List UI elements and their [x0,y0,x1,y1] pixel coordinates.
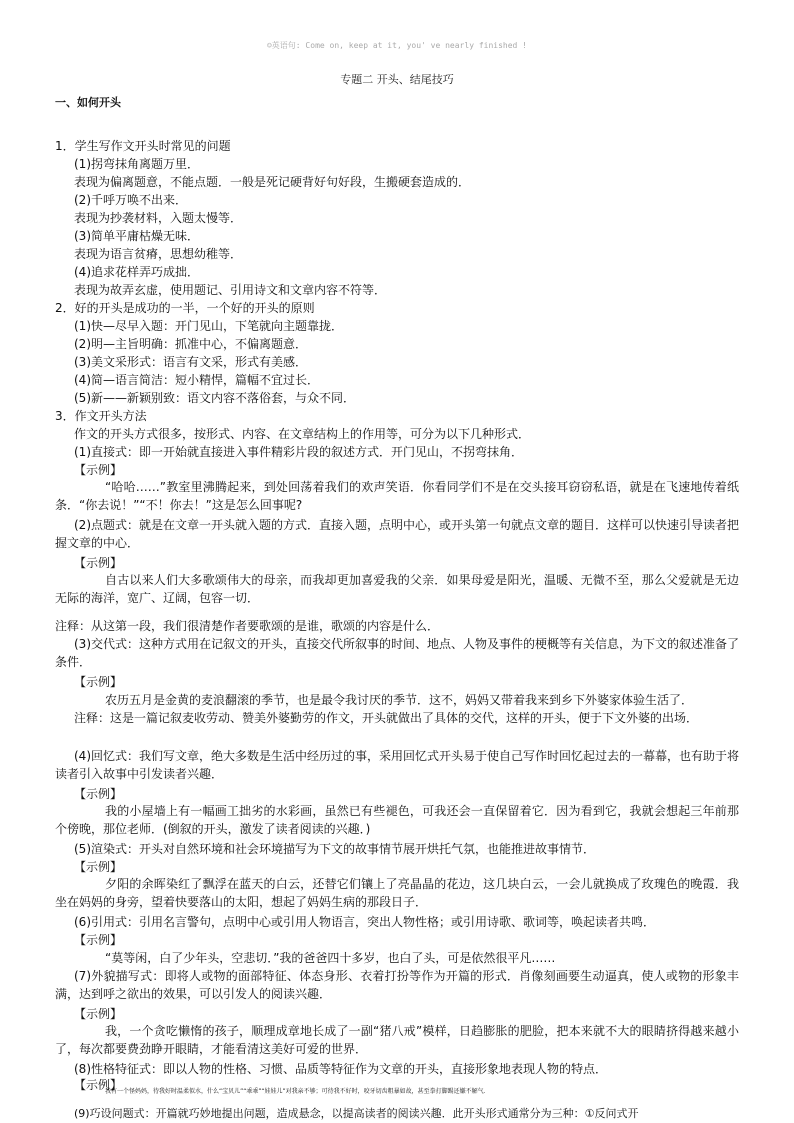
example-label: 【示例】 [74,1078,123,1092]
example-label: 【示例】 [74,933,123,947]
method-8: (8)性格特征式：即以人物的性格、习惯、品质等特征作为文章的开头，直接形象地表现人物的特点． [74,1062,608,1076]
method-4: (4)回忆式：我们写文章，绝大多数是生活中经历过的事，采用回忆式开头易于使自己写作时回忆起过去的一幕幕，也有助于将读者引入故事中引发读者兴趣． [55,749,740,781]
example-label: 【示例】 [74,1007,123,1021]
example-text: 自古以来人们大多歌颂伟大的母亲，而我却更加喜爱我的父亲．如果母爱是阳光，温暖、无微不至，那么父爱就是无边无际的海洋，宽广、辽阔，包容一切． [55,573,739,605]
example-label: 【示例】 [74,860,123,874]
problem-2: (2)千呼万唤不出来． [74,193,187,207]
method-2: (2)点题式：就是在文章一开头就入题的方式．直接入题，点明中心，或开头第一句就点文章的题目．这样可以快速引导读者把握文章的中心． [55,518,740,550]
principle-1: (1)快—尽早入题：开门见山，下笔就向主题靠拢． [74,319,343,333]
problem-3: (3)简单平庸枯燥无味． [74,229,199,243]
header-note: ☺英语句: Come on, keep at it, you' ve nearly finished ! [266,41,527,50]
example-label: 【示例】 [74,463,123,477]
note: 注释：从这第一段，我们很清楚作者要歌颂的是谁，歌颂的内容是什么． [55,619,440,633]
example-label: 【示例】 [74,675,123,689]
example-text: 我有一个怪妈妈，待我好时温柔似水，什么“宝贝儿”“乖乖”“娃娃儿”对我亲不够；可待我不好时，咬牙切齿粗暴如故，甚至拳打脚踢还嫌不解气． [105,1088,490,1095]
method-7: (7)外貌描写式：即将人或物的面部特征、体态身形、衣着打扮等作为开篇的形式．肖像刻画要生动逼真，使人或物的形象丰满，达到呼之欲出的效果，可以引发人的阅读兴趣． [55,969,739,1001]
heading-3: 3．作文开头方法 [55,409,147,423]
example-text: 我的小屋墙上有一幅画工拙劣的水彩画，虽然已有些褪色，可我还会一直保留着它．因为看到它，我就会想起三年前那个傍晚，那位老师．(倒叙的开头，激发了读者阅读的兴趣．) [55,804,739,836]
method-3: (3)交代式：这种方式用在记叙文的开头，直接交代所叙事的时间、地点、人物及事件的梗概等有关信息，为下文的叙述准备了条件． [55,637,740,669]
example-text: 农历五月是金黄的麦浪翻滚的季节，也是最令我讨厌的季节．这不，妈妈又带着我来到乡下外婆家体验生活了． [105,693,694,707]
example-label: 【示例】 [74,556,123,570]
example-text: 我，一个贪吃懒惰的孩子，顺理成章地长成了一副“猪八戒”模样，日趋膨胀的肥脸，把本来就不大的眼睛挤得越来越小了，每次都要费劲睁开眼睛，才能看清这美好可爱的世界． [55,1024,739,1056]
method-9: (9)巧设问题式：开篇就巧妙地提出问题，造成悬念，以提高读者的阅读兴趣．此开头形式通常分为三种：①反问式开 [74,1107,639,1120]
principle-2: (2)明—主旨明确：抓准中心，不偏离题意． [74,337,307,351]
example-text: “哈哈……”教室里沸腾起来，到处回荡着我们的欢声笑语．你看同学们不是在交头接耳窃窃私语，就是在飞速地传着纸条．“你去说！”“不！你去！”这是怎么回事呢? [55,480,739,512]
problem-2-desc: 表现为抄袭材料，入题太慢等． [74,211,243,225]
section-heading: 一、如何开头 [55,96,121,109]
example-text: “莫等闲，白了少年头，空悲切．”我的爸爸四十多岁，也白了头，可是依然很平凡…… [105,951,556,965]
example-text: 夕阳的余晖染红了飘浮在蓝天的白云，还替它们镶上了亮晶晶的花边，这几块白云，一会儿就换成了玫瑰色的晚霞．我坐在妈妈的身旁，望着快要落山的太阳，想起了妈妈生病的那段日子． [55,877,739,909]
problem-1: (1)拐弯抹角离题万里． [74,157,199,171]
methods-intro: 作文的开头方式很多，按形式、内容、在文章结构上的作用等，可分为以下几种形式． [74,427,531,441]
problem-4-desc: 表现为故弄玄虚，使用题记、引用诗文和文章内容不符等． [74,283,387,297]
method-1: (1)直接式：即一开始就直接进入事件精彩片段的叙述方式．开门见山，不拐弯抹角． [74,445,524,459]
heading-1: 1．学生写作文开头时常见的问题 [55,139,231,153]
principle-4: (4)简—语言简洁：短小精悍，篇幅不宜过长． [74,373,319,387]
note: 注释：这是一篇记叙麦收劳动、赞美外婆勤劳的作文，开头就做出了具体的交代，这样的开头，便于下文外婆的出场． [74,711,699,725]
principle-3: (3)美文采形式：语言有文采，形式有美感． [74,355,307,369]
problem-1-desc: 表现为偏离题意，不能点题．一般是死记硬背好句好段，生搬硬套造成的． [74,175,471,189]
principle-5: (5)新——新颖别致：语文内容不落俗套，与众不同． [74,391,355,405]
problem-4: (4)追求花样弄巧成拙． [74,265,199,279]
example-label: 【示例】 [74,787,123,801]
method-5: (5)渲染式：开头对自然环境和社会环境描写为下文的故事情节展开烘托气氛，也能推进故事情节． [74,842,596,856]
method-6: (6)引用式：引用名言警句，点明中心或引用人物语言，突出人物性格；或引用诗歌、歌词等，唤起读者共鸣． [74,915,656,929]
problem-3-desc: 表现为语言贫瘠，思想幼稚等． [74,247,243,261]
page-title: 专题二 开头、结尾技巧 [340,73,454,86]
heading-2: 2．好的开头是成功的一半，一个好的开头的原则 [55,301,315,315]
